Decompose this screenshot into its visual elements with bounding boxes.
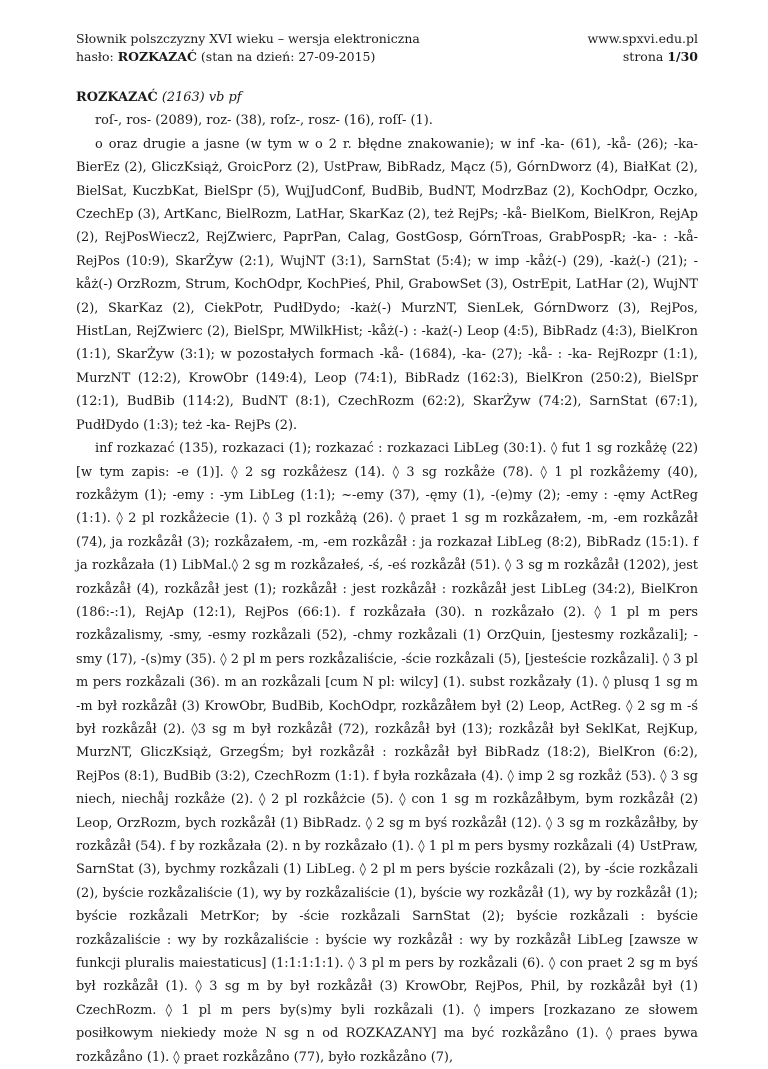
header-row-2	[76, 48, 698, 66]
headword: ROZKAZAĆ	[76, 90, 158, 105]
page-header	[76, 30, 698, 66]
site-url[interactable]: www.spxvi.edu.pl	[587, 31, 698, 46]
entry-date: (stan na dzień: 27-09-2015)	[200, 49, 376, 64]
page-number: 1/30	[667, 49, 698, 64]
headword-count: (2163)	[161, 90, 205, 105]
spelling-variants: roſ-, ros- (2089), roz- (38), roſz-, rosz- (16), roſſ- (1).	[95, 113, 433, 129]
inflection-forms: inf rozkazać (135), rozkazaci (1); rozkazać : rozkazaci LibLeg (30:1). ◊ fut 1 sg rozkåżę (22) [w tym zapis: -e (1)]. ◊ 2 sg rozkåżesz (14). ◊ 3 sg rozkåże (78). ◊ 1 pl rozkåżemy (40), rozkåżym (1); -emy : -ym LibLeg (1:1); ~-emy (37), -ęmy (1), -(e)my (2); -emy : -ęmy ActReg (1:1). ◊ 2 pl rozkåżecie (1). ◊ 3 pl rozkåżą (26). ◊ praet 1 sg m rozkåzałem, -m, -em rozkåzåł (74), ja rozkåzåł (3); rozkåzałem, -m, -em rozkåzåł : ja rozkazał LibLeg (8:2), BibRadz (15:1). f ja rozkåzała (1) LibMal.◊ 2 sg m rozkåzałeś, -ś, -eś rozkåzåł (51). ◊ 3 sg m rozkåzåł (1202), jest rozkåzåł (4), rozkåzåł jest (1); rozkåzåł : jest rozkåzåł : rozkåzåł jest LibLeg (34:2), BielKron (186:-:1), RejAp (12:1), RejPos (66:1). f rozkåzała (30). n rozkåzało (2). ◊ 1 pl m pers rozkåzalismy, -smy, -esmy rozkåzali (52), -chmy rozkåzali (1) OrzQuin, [jestesmy rozkåzali]; -smy (17), -(s)my (35). ◊ 2 pl m pers rozkåzaliście, -ście rozkåzali (5), [jesteście rozkåzali]. ◊ 3 pl m pers rozkåzali (36). m an rozkåzali [cum N pl: wilcy] (1). subst rozkåzały (1). ◊ plusq 1 sg m -m był rozkåzåł (3) KrowObr, BudBib, KochOdpr, rozkåzåłem był (2) Leop, ActReg. ◊ 2 sg m -ś był rozkåzåł (2). ◊3 sg m był rozkåzåł (72), rozkåzåł był (13); rozkåzåł był SeklKat, RejKup, MurzNT, GliczKsiąż, GrzegŚm; był rozkåzåł : rozkåzåł był BibRadz (18:2), BielKron (6:2), RejPos (8:1), BudBib (3:2), CzechRozm (1:1). f była rozkåzała (4). ◊ imp 2 sg rozkåż (53). ◊ 3 sg niech, niechåj rozkåże (2). ◊ 2 pl rozkåżcie (5). ◊ con 1 sg m rozkåzåłbym, bym rozkåzåł (2) Leop, OrzRozm, bych rozkåzåł (1) BibRadz. ◊ 2 sg m byś rozkåzåł (12). ◊ 3 sg m rozkåzåłby, by rozkåzåł (54). f by rozkåzała (2). n by rozkåzało (1). ◊ 1 pl m pers bysmy rozkåzali (4) UstPraw, SarnStat (3), bychmy rozkåzali (1) LibLeg. ◊ 2 pl m pers byście rozkåzali (2), by -ście rozkåzali (2), byście rozkåzaliście (1), wy by rozkåzaliście (1), byście wy rozkåzåł (1), wy by rozkåzåł (1); byście rozkåzali MetrKor; by -ście rozkåzali SarnStat (2); byście rozkåzali : byście rozkåzaliście : wy by rozkåzaliście : byście wy rozkåzåł : wy by rozkåzåł LibLeg [zawsze w funkcji pluralis maiestaticus] (1:1:1:1:1). ◊ 3 pl m pers by rozkåzali (6). ◊ con praet 2 sg m byś był rozkåzåł (1). ◊ 3 sg m by był rozkåzåł (3) KrowObr, RejPos, Phil, by rozkåzåł był (1) CzechRozm. ◊ 1 pl m pers by(s)my byli rozkåzali (1). ◊ impers [rozkazano ze słowem posiłkowym niekiedy może N sg n od ROZKAZANY] ma być rozkåzåno (1). ◊ praes bywa rozkåzåno (1). ◊ praet rozkåzåno (77), było rozkåzåno (7),	[76, 441, 698, 1065]
part-of-speech: vb pf	[208, 90, 242, 105]
entry-info	[76, 48, 375, 66]
page-label: strona	[622, 49, 664, 64]
page-indicator	[623, 48, 698, 66]
entry-label: hasło:	[76, 49, 114, 64]
entry-content	[76, 86, 698, 1069]
phonetic-notes: o oraz drugie a jasne (w tym w o 2 r. błędne znakowanie); w inf -ka- (61), -kå- (26); -ka- BierEz (2), GliczKsiąż, GroicPorz (2), UstPraw, BibRadz, Mącz (5), GórnDworz (4), BiałKat (2), BielSat, KuczbKat, BielSpr (5), WujJudConf, BudBib, BudNT, ModrzBaz (2), KochOdpr, Oczko, CzechEp (3), ArtKanc, BielRozm, LatHar, SkarKaz (2), też RejPs; -kå- BielKom, BielKron, RejAp (2), RejPosWiecz2, RejZwierc, PaprPan, Calag, GostGosp, GórnTroas, GrabPospR; -ka- : -kå- RejPos (10:9), SkarŻyw (2:1), WujNT (3:1), SarnStat (5:4); w imp -kåż(-) (29), -każ(-) (21); -kåż(-) OrzRozm, Strum, KochOdpr, KochPieś, Phil, GrabowSet (3), OstrEpit, LatHar (2), WujNT (2), SkarKaz (2), CiekPotr, PudłDydo; -każ(-) MurzNT, SienLek, GórnDworz (3), RejPos, HistLan, RejZwierc (2), BielSpr, MWilkHist; -kåż(-) : -każ(-) Leop (4:5), BibRadz (4:3), BielKron (1:1), SkarŻyw (3:1); w pozostałych formach -kå- (1684), -ka- (27); -kå- : -ka- RejRozpr (1:1), MurzNT (12:2), KrowObr (149:4), Leop (74:1), BibRadz (162:3), BielKron (250:2), BielSpr (12:1), BudBib (114:2), BudNT (8:1), CzechRozm (62:2), SkarŻyw (74:2), SarnStat (67:1), PudłDydo (1:3); też -ka- RejPs (2).	[76, 136, 698, 433]
header-row-1	[76, 30, 698, 48]
site-title: Słownik polszczyzny XVI wieku – wersja elektroniczna	[76, 31, 420, 46]
entry-heading	[76, 86, 698, 109]
entry-word: ROZKAZAĆ	[117, 49, 197, 64]
